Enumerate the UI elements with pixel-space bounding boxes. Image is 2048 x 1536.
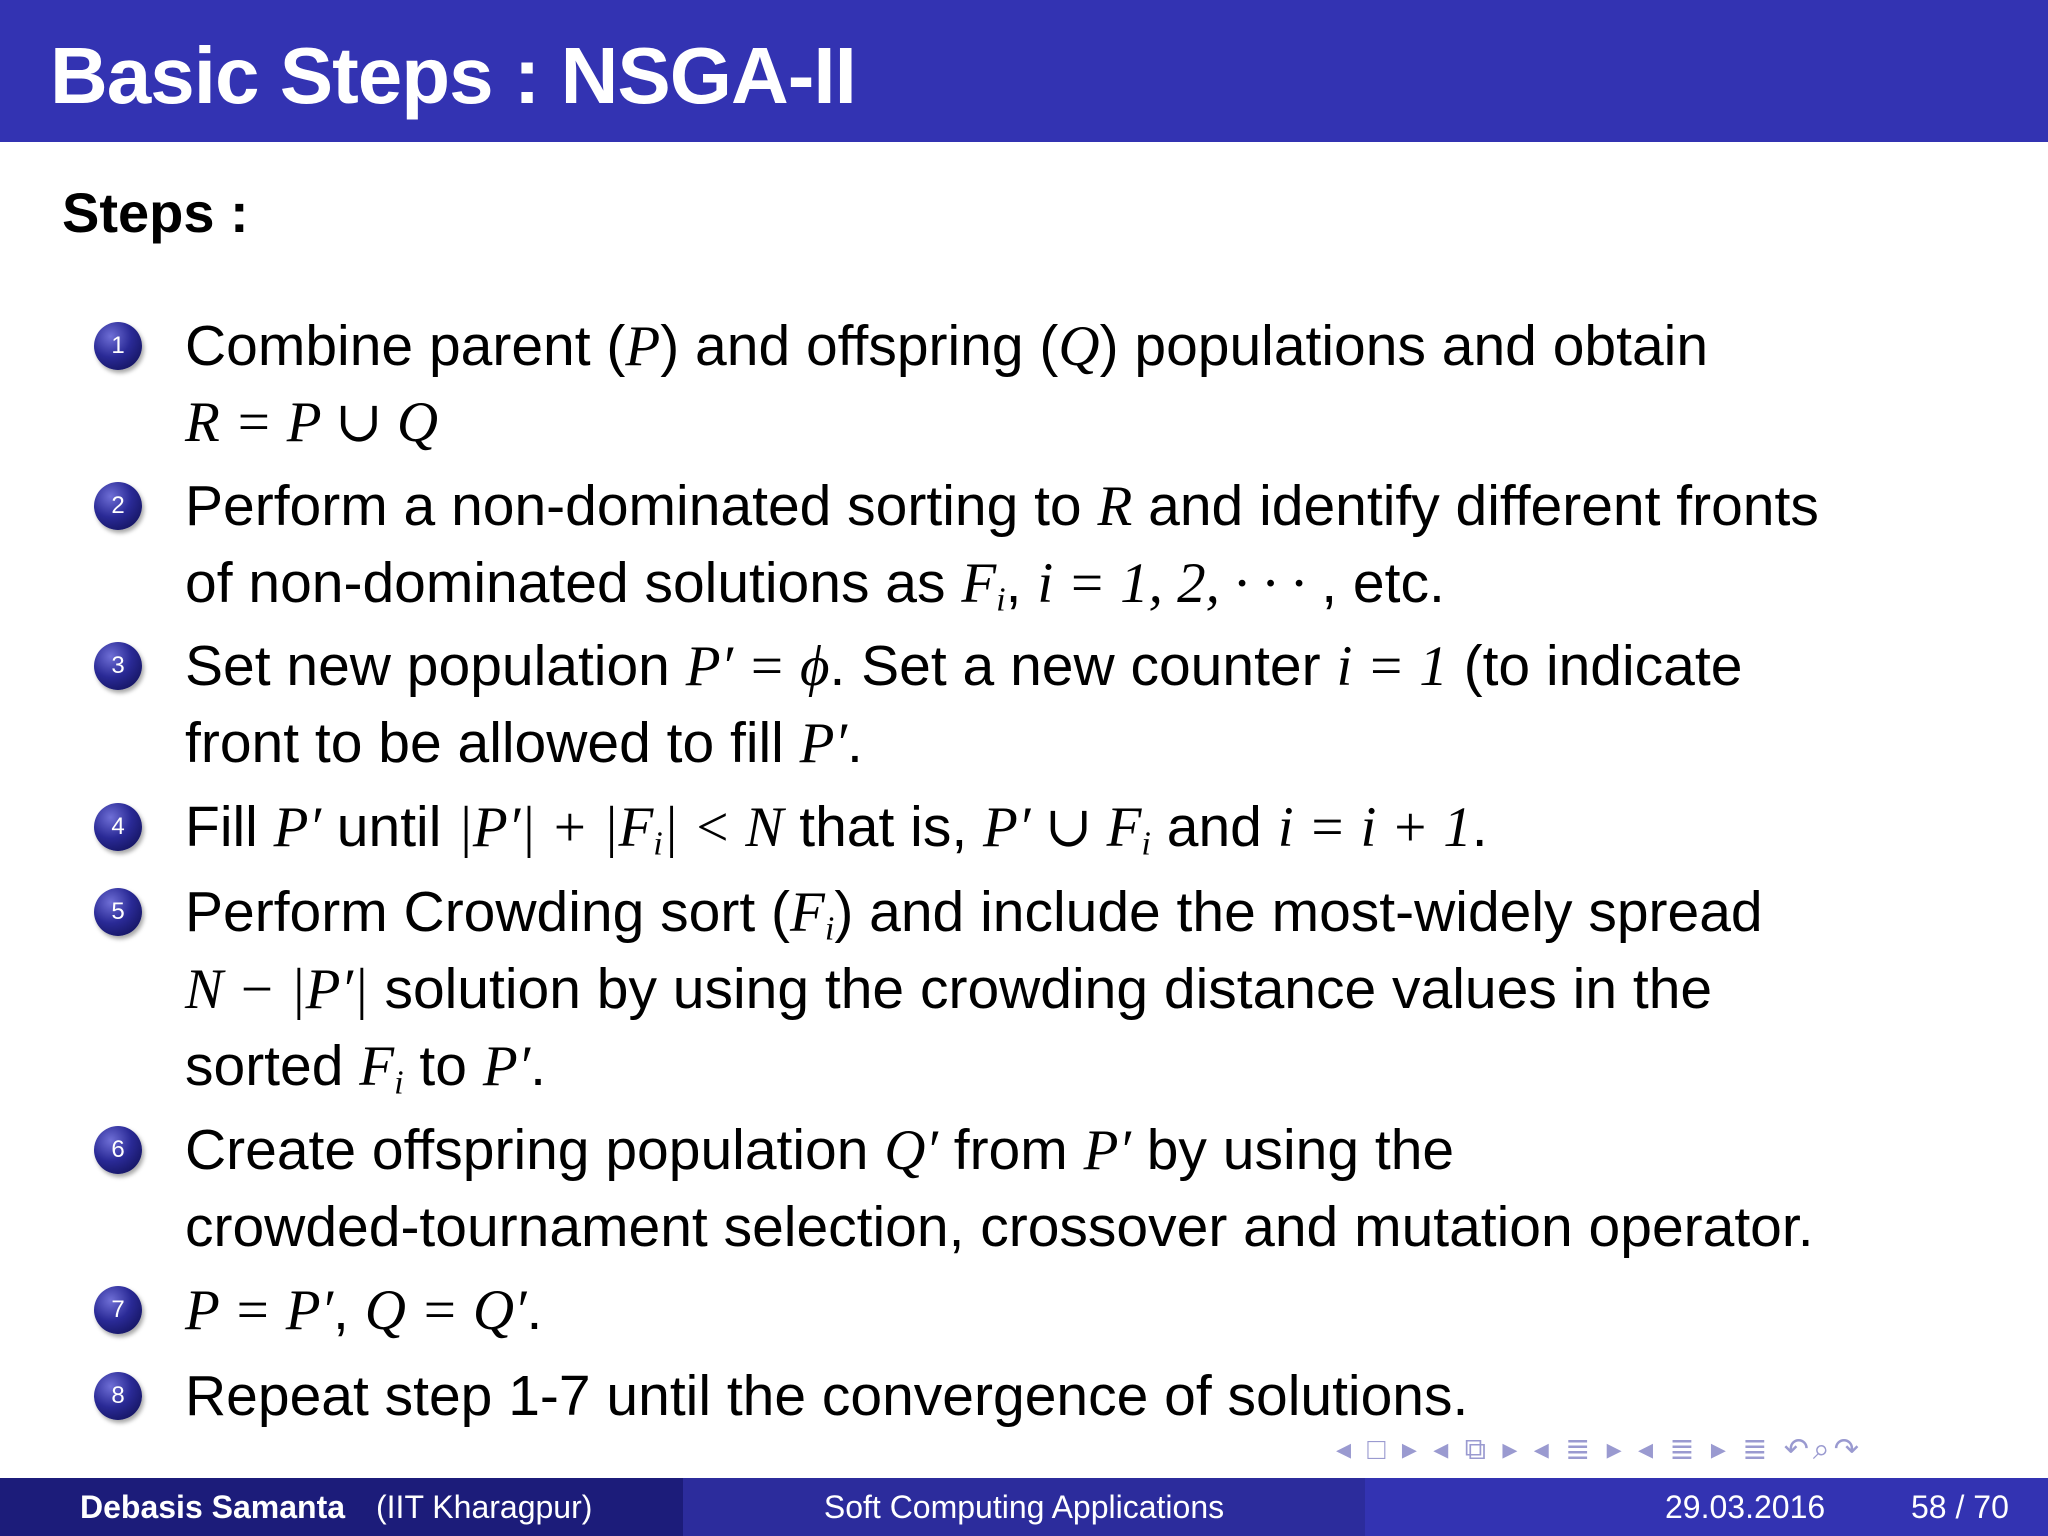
step-1-line-2: R = P ∪ Q bbox=[185, 391, 438, 454]
footer-course: Soft Computing Applications bbox=[683, 1478, 1365, 1536]
footer-author: Debasis Samanta bbox=[80, 1489, 346, 1525]
step-2-line-1: Perform a non-dominated sorting to R and identify different fronts bbox=[185, 474, 1819, 538]
title-bar bbox=[0, 0, 2048, 142]
step-3-line-2: front to be allowed to fill P′. bbox=[185, 711, 863, 775]
footer-author-section bbox=[0, 1478, 683, 1536]
step-number-badge: 7 bbox=[94, 1286, 142, 1334]
step-number-badge: 4 bbox=[94, 803, 142, 851]
footer-affiliation: (IIT Kharagpur) bbox=[376, 1489, 593, 1525]
step-5-line-2: N − |P′| solution by using the crowding distance values in the bbox=[185, 957, 1713, 1021]
beamer-navigation-icons[interactable]: ◂ □ ▸ ◂ ⧉ ▸ ◂ ≣ ▸ ◂ ≣ ▸ ≣ ↶⌕↷ bbox=[1336, 1433, 1863, 1466]
step-8-line-1: Repeat step 1-7 until the convergence of solutions. bbox=[185, 1364, 1469, 1428]
step-3-line-1: Set new population P′ = ϕ. Set a new counter i = 1 (to indicate bbox=[185, 634, 1743, 698]
step-5-line-1: Perform Crowding sort $(F_i)$ and include the most-widely spread bbox=[185, 880, 1763, 948]
step-number-badge: 8 bbox=[94, 1372, 142, 1420]
step-6-line-1: Create offspring population Q′ from P′ by using the bbox=[185, 1118, 1455, 1182]
step-7-line-1: P = P′, Q = Q′. bbox=[185, 1278, 543, 1342]
footer-date: 29.03.2016 bbox=[1665, 1489, 1826, 1525]
slide-title: Basic Steps : NSGA-II bbox=[50, 31, 856, 120]
step-2-line-2: of non-dominated solutions as $F_i$, i = 1, 2, · · · , etc. bbox=[185, 551, 1445, 619]
step-1-line-1: Combine parent (P) and offspring (Q) populations and obtain bbox=[185, 314, 1709, 378]
footer bbox=[0, 1478, 2048, 1536]
step-number-badge: 5 bbox=[94, 888, 142, 936]
step-number-badge: 3 bbox=[94, 642, 142, 690]
step-number-badge: 1 bbox=[94, 322, 142, 370]
step-number-badge: 6 bbox=[94, 1126, 142, 1174]
step-6-line-2: crowded-tournament selection, crossover and mutation operator. bbox=[185, 1195, 1814, 1259]
footer-page-number: 58 / 70 bbox=[1911, 1489, 2009, 1525]
step-5-line-3: sorted $F_i$ to P′. bbox=[185, 1034, 546, 1102]
footer-date-section bbox=[1365, 1478, 2048, 1536]
step-4-line-1: Fill P′ until $|P'| + |F_i| < N$ that is, P′ ∪ $F_i$ and i = i + 1. bbox=[185, 795, 1488, 863]
step-number-badge: 2 bbox=[94, 482, 142, 530]
steps-heading: Steps : bbox=[62, 181, 249, 244]
